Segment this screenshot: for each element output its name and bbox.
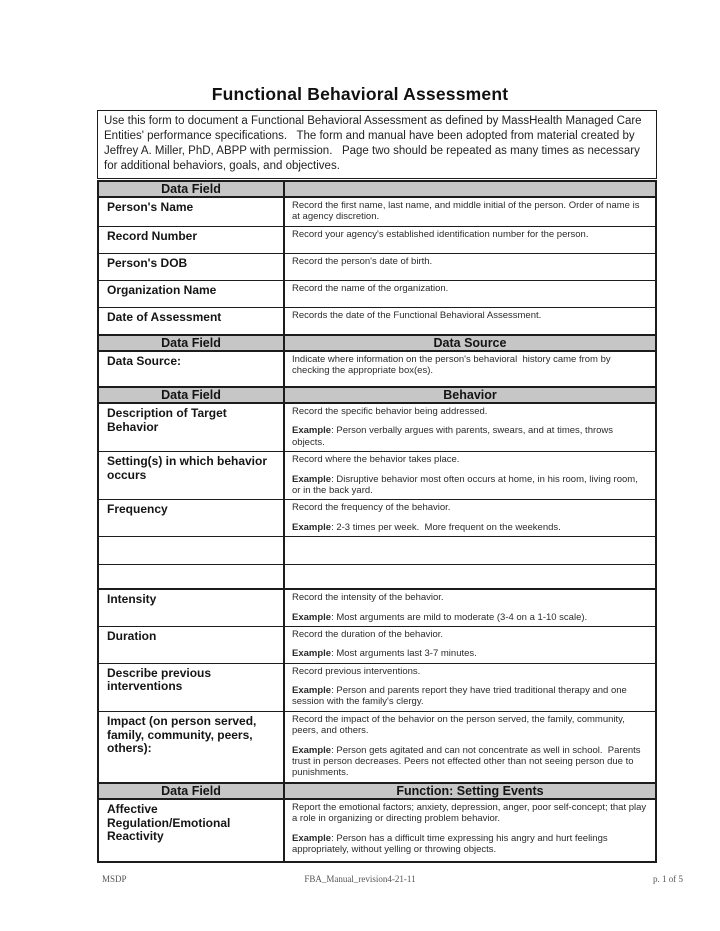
data-field-cell: Person's DOB xyxy=(99,254,285,280)
description-cell xyxy=(285,500,655,536)
field-description: Record the first name, last name, and middle initial of the person. Order of name is at agency discretion. xyxy=(292,200,643,223)
data-field-cell: Frequency xyxy=(99,500,285,536)
description-cell xyxy=(285,198,655,226)
field-example: Example: Person verbally argues with parents, swears, and at times, throws objects. xyxy=(292,425,616,448)
section-header-data-field: Data Field xyxy=(99,182,285,196)
data-field-cell: Data Source: xyxy=(99,352,285,386)
section-header-data-field: Data Field xyxy=(99,784,285,798)
data-field-cell xyxy=(99,565,285,588)
page-title: Functional Behavioral Assessment xyxy=(211,84,509,104)
footer-project-label: MSDP xyxy=(102,874,127,884)
field-description: Records the date of the Functional Behavioral Assessment. xyxy=(292,310,542,321)
data-field-cell: Affective Regulation/Emotional Reactivity xyxy=(99,800,285,861)
description-cell xyxy=(285,308,655,334)
description-cell xyxy=(285,254,655,280)
field-description: Record the specific behavior being addressed. xyxy=(292,406,488,417)
description-cell xyxy=(285,800,655,861)
example-label: Example xyxy=(292,521,332,533)
section-header-row xyxy=(99,782,655,800)
table-row xyxy=(99,226,655,253)
table-row xyxy=(99,307,655,334)
description-cell xyxy=(285,452,655,499)
section-header-row xyxy=(99,334,655,352)
data-field-cell: Description of Target Behavior xyxy=(99,404,285,451)
data-field-cell: Intensity xyxy=(99,590,285,626)
data-field-cell: Describe previous interventions xyxy=(99,664,285,711)
data-field-cell: Record Number xyxy=(99,227,285,253)
footer-page-number: p. 1 of 5 xyxy=(653,874,683,884)
field-description: Record previous interventions. xyxy=(292,665,421,677)
table-row xyxy=(99,499,655,536)
data-field-cell: Date of Assessment xyxy=(99,308,285,334)
field-example: Example: Person gets agitated and can not concentrate as well in school. Parents trust in person decreases. Peers not effected other than not seeing person due to punishments. xyxy=(292,744,644,779)
table-row xyxy=(99,588,655,626)
table-row-empty xyxy=(99,564,655,588)
table-row xyxy=(99,626,655,663)
table-row xyxy=(99,253,655,280)
description-cell xyxy=(285,404,655,451)
fba-table xyxy=(97,180,657,863)
example-label: Example xyxy=(292,425,332,437)
table-row xyxy=(99,711,655,782)
field-description: Record the name of the organization. xyxy=(292,283,449,294)
data-field-cell: Impact (on person served, family, community, peers, others): xyxy=(99,712,285,782)
description-cell xyxy=(285,664,655,711)
field-description: Record the frequency of the behavior. xyxy=(292,502,451,514)
field-description: Record the duration of the behavior. xyxy=(292,628,444,640)
field-description: Record the intensity of the behavior. xyxy=(292,592,444,604)
example-label: Example xyxy=(292,648,332,660)
field-description: Indicate where information on the person's behavioral history came from by checking the appropriate box(es). xyxy=(292,354,614,377)
example-label: Example xyxy=(292,685,332,697)
intro-instructions: Use this form to document a Functional Behavioral Assessment as defined by MassHealth Managed Care Entities' performance specifications. The form and manual have been adopted from material created by Jeffrey A. Miller, PhD, ABPP with permission. Page two should be repeated as many times as necessary for additional behaviors, goals, and objectives. xyxy=(97,110,657,179)
table-row xyxy=(99,280,655,307)
description-cell xyxy=(285,281,655,307)
field-description: Record where the behavior takes place. xyxy=(292,454,460,466)
field-example: Example: Most arguments are mild to moderate (3-4 on a 1-10 scale). xyxy=(292,611,588,623)
section-header-title: Behavior xyxy=(443,388,497,402)
field-description: Record the impact of the behavior on the person served, the family, community, peers, and others. xyxy=(292,713,628,737)
description-cell xyxy=(285,590,655,626)
description-cell xyxy=(285,565,655,588)
example-label: Example xyxy=(292,611,332,623)
field-example: Example: 2-3 times per week. More frequent on the weekends. xyxy=(292,521,561,533)
data-field-cell: Organization Name xyxy=(99,281,285,307)
example-label: Example xyxy=(292,744,332,756)
example-label: Example xyxy=(292,832,332,844)
field-description: Record the person's date of birth. xyxy=(292,256,433,267)
table-row xyxy=(99,404,655,451)
description-cell xyxy=(285,712,655,782)
field-example: Example: Person and parents report they have tried traditional therapy and one session with the family's clergy. xyxy=(292,685,630,708)
field-example: Example: Person has a difficult time expressing his angry and hurt feelings appropriately, without yelling or throwing objects. xyxy=(292,832,611,855)
table-row xyxy=(99,352,655,386)
table-row-empty xyxy=(99,536,655,564)
description-cell xyxy=(285,537,655,564)
page-footer xyxy=(0,874,720,890)
field-example: Example: Disruptive behavior most often occurs at home, in his room, living room, or in the back yard. xyxy=(292,473,641,496)
field-description: Report the emotional factors; anxiety, depression, anger, poor self-concept; that play a role in organizing or directing problem behavior. xyxy=(292,801,649,825)
description-cell xyxy=(285,352,655,386)
section-header-data-field: Data Field xyxy=(99,336,285,350)
description-cell xyxy=(285,227,655,253)
table-row xyxy=(99,663,655,711)
footer-filename: FBA_Manual_revision4-21-11 xyxy=(304,874,416,884)
field-description: Record your agency's established identification number for the person. xyxy=(292,229,589,240)
section-header-title xyxy=(285,182,655,196)
data-field-cell xyxy=(99,537,285,564)
section-header-title: Data Source xyxy=(433,336,507,350)
description-cell xyxy=(285,627,655,663)
data-field-cell: Duration xyxy=(99,627,285,663)
section-header-data-field: Data Field xyxy=(99,388,285,402)
data-field-cell: Setting(s) in which behavior occurs xyxy=(99,452,285,499)
table-row xyxy=(99,451,655,499)
example-label: Example xyxy=(292,473,332,485)
section-header-title: Function: Setting Events xyxy=(396,783,544,798)
table-row xyxy=(99,800,655,861)
section-header-row xyxy=(99,386,655,404)
field-example: Example: Most arguments last 3-7 minutes. xyxy=(292,648,477,660)
data-field-cell: Person's Name xyxy=(99,198,285,226)
table-row xyxy=(99,198,655,226)
section-header-row xyxy=(99,182,655,198)
